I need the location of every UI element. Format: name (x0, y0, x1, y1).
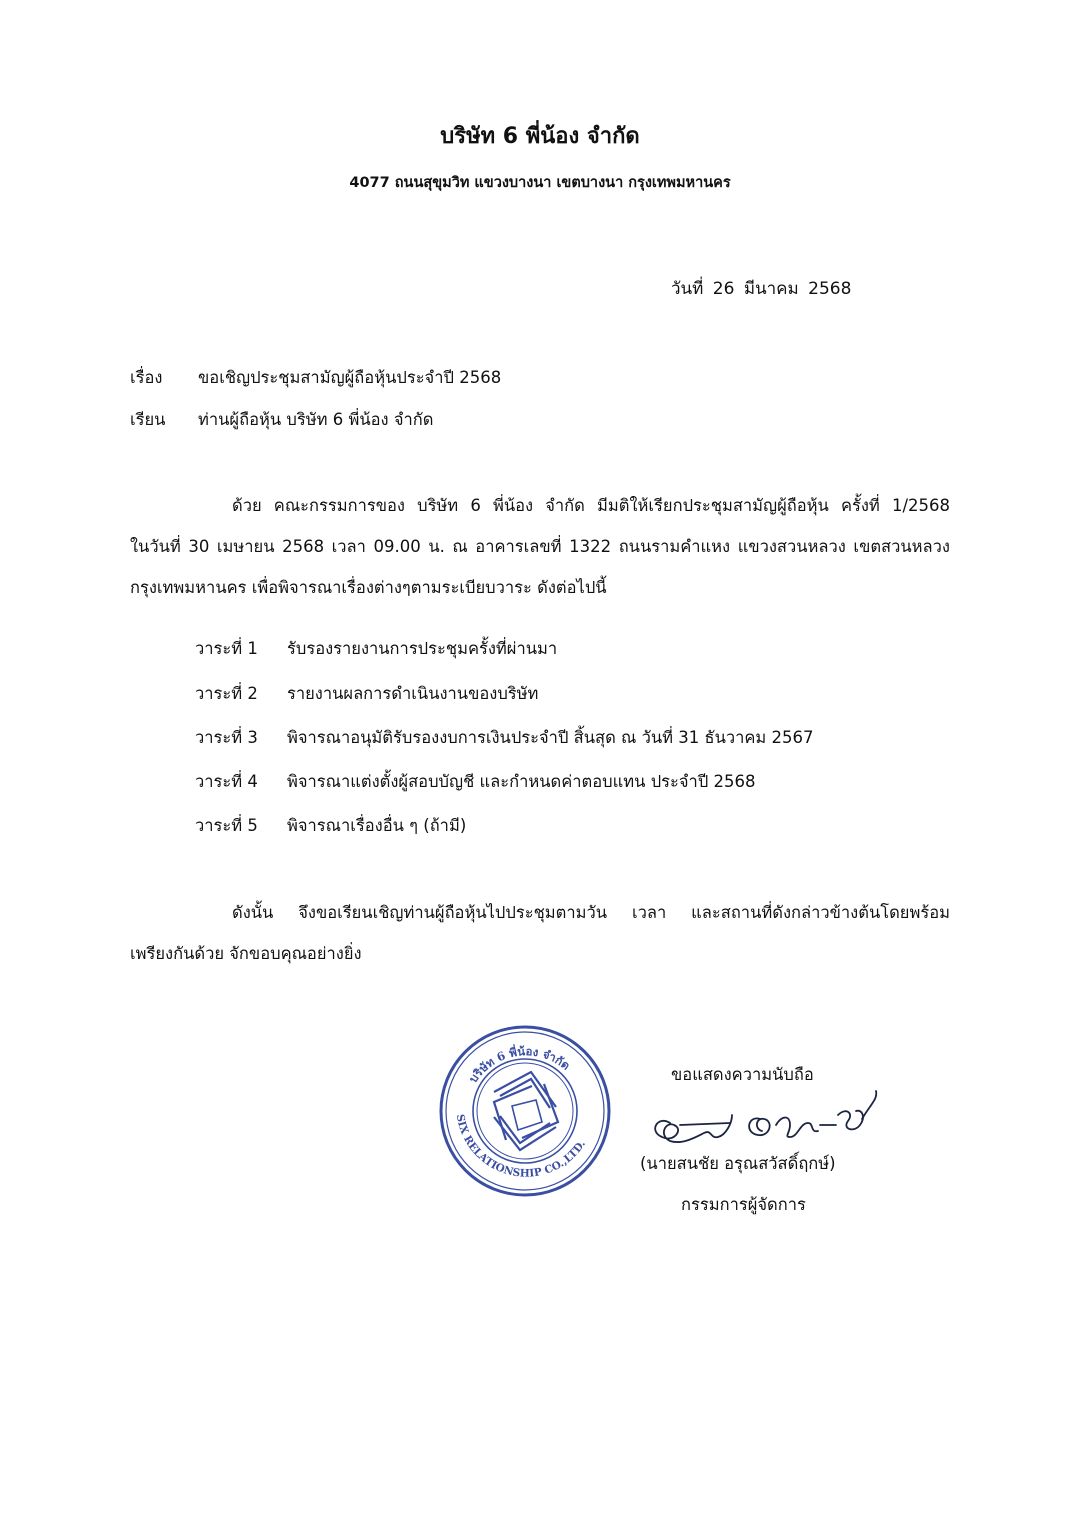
agenda-text: รายงานผลการดำเนินงานของบริษัท (287, 684, 539, 703)
handwritten-signature (640, 1085, 880, 1155)
intro-line-1: ด้วย คณะกรรมการของ บริษัท 6 พี่น้อง จำกัด มีมติให้เรียกประชุมสามัญผู้ถือหุ้น ครั้งที่ 1/2568 (232, 496, 950, 515)
recipient-label: เรียน (130, 410, 166, 429)
intro-line-3: กรุงเทพมหานคร เพื่อพิจารณาเรื่องต่างๆตามระเบียบวาระ ดังต่อไปนี้ (130, 578, 607, 597)
subject-label: เรื่อง (130, 368, 163, 387)
signature-regards: ขอแสดงความนับถือ (671, 1065, 814, 1084)
closing-line-1: ดังนั้น จึงขอเรียนเชิญท่านผู้ถือหุ้นไปประชุมตามวัน เวลา และสถานที่ดังกล่าวข้างต้นโดยพร้อม (232, 903, 950, 922)
agenda-number: วาระที่ 2 (195, 684, 258, 703)
intro-line-2: ในวันที่ 30 เมษายน 2568 เวลา 09.00 น. ณ อาคารเลขที่ 1322 ถนนรามคำแหง แขวงสวนหลวง เขตสวนหลวง (130, 537, 950, 556)
company-address: 4077 ถนนสุขุมวิท แขวงบางนา เขตบางนา กรุงเทพมหานคร (349, 175, 731, 191)
closing-paragraph (130, 900, 950, 982)
stamp-bottom-text: SIX RELATIONSHIP CO.,LTD. (453, 1113, 589, 1180)
intro-paragraph (130, 493, 950, 616)
agenda-item (195, 725, 814, 751)
aperture-logo-icon (494, 1072, 558, 1150)
agenda-item (195, 769, 756, 795)
company-name: บริษัท 6 พี่น้อง จำกัด (440, 124, 640, 149)
subject-text: ขอเชิญประชุมสามัญผู้ถือหุ้นประจำปี 2568 (198, 368, 502, 387)
recipient-line (130, 407, 433, 433)
signatory-title: กรรมการผู้จัดการ (681, 1195, 806, 1214)
agenda-item (195, 681, 538, 707)
agenda-number: วาระที่ 5 (195, 816, 258, 835)
letter-date: วันที่ 26 มีนาคม 2568 (671, 279, 852, 299)
agenda-number: วาระที่ 3 (195, 728, 258, 747)
closing-line-2: เพรียงกันด้วย จักขอบคุณอย่างยิ่ง (130, 944, 362, 963)
agenda-text: พิจารณาเรื่องอื่น ๆ (ถ้ามี) (287, 816, 467, 835)
subject-line (130, 365, 501, 391)
stamp-top-text: บริษัท 6 พี่น้อง จำกัด (465, 1044, 573, 1086)
company-stamp (436, 1022, 614, 1200)
agenda-text: พิจารณาแต่งตั้งผู้สอบบัญชี และกำหนดค่าตอบแทน ประจำปี 2568 (287, 772, 756, 791)
signatory-name: (นายสนชัย อรุณสวัสดิ์ฤกษ์) (640, 1154, 836, 1173)
agenda-item (195, 813, 466, 839)
agenda-number: วาระที่ 4 (195, 772, 258, 791)
agenda-number: วาระที่ 1 (195, 639, 258, 658)
agenda-item (195, 636, 557, 662)
agenda-text: พิจารณาอนุมัติรับรองงบการเงินประจำปี สิ้นสุด ณ วันที่ 31 ธันวาคม 2567 (287, 728, 814, 747)
recipient-text: ท่านผู้ถือหุ้น บริษัท 6 พี่น้อง จำกัด (198, 410, 434, 429)
agenda-text: รับรองรายงานการประชุมครั้งที่ผ่านมา (287, 639, 558, 658)
